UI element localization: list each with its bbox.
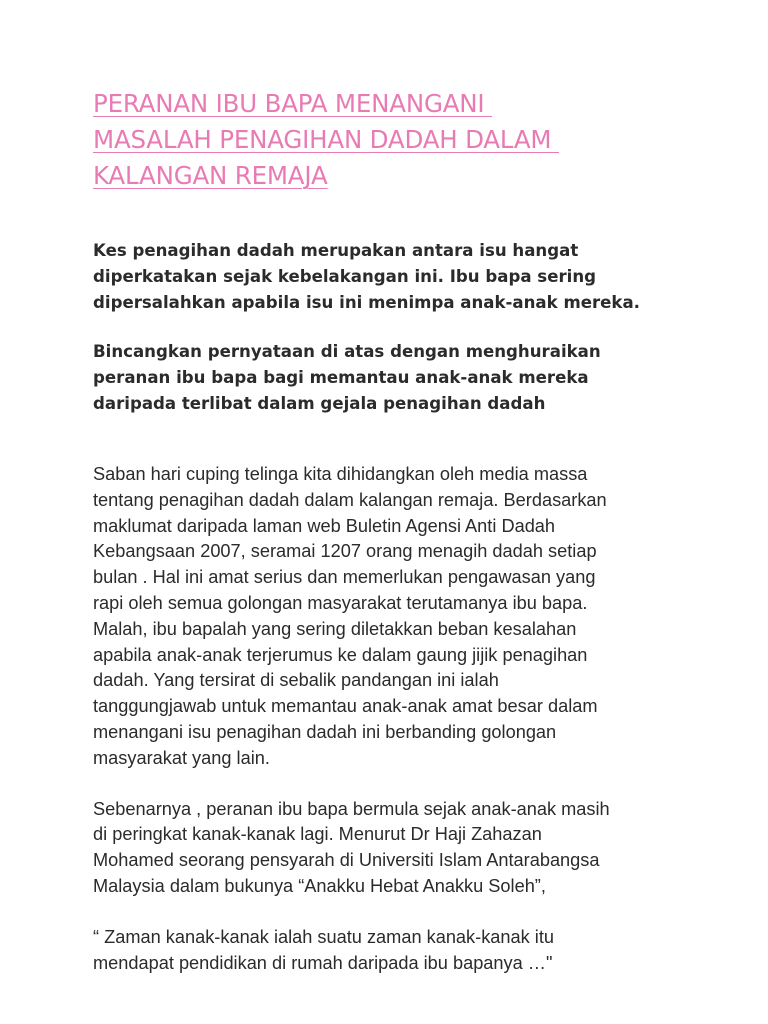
prompt-line: diperkatakan sejak kebelakangan ini. Ibu bapa sering [93,267,597,286]
paragraph-line: maklumat daripada laman web Buletin Agensi Anti Dadah [93,515,556,536]
paragraph-line: Saban hari cuping telinga kita dihidangkan oleh media massa [93,464,588,484]
paragraph-line: tentang penagihan dadah dalam kalangan remaja. Berdasarkan [93,489,607,510]
paragraph-line: tanggungjawab untuk memantau anak-anak amat besar dalam [93,696,598,717]
document-title [93,86,693,194]
quote-line: “ Zaman kanak-kanak ialah suatu zaman kanak-kanak itu [93,926,554,947]
paragraph-line: Kebangsaan 2007, seramai 1207 orang menagih dadah setiap [93,541,597,562]
title-line: PERANAN IBU BAPA MENANGANI [93,89,493,118]
paragraph-line: rapi oleh semua golongan masyarakat terutamanya ibu bapa. [93,592,588,613]
paragraph-line: menangani isu penagihan dadah ini berbanding golongan [93,721,557,742]
paragraph-line: dadah. Yang tersirat di sebalik pandangan ini ialah [93,670,499,691]
paragraph-line: Malaysia dalam bukunya “Anakku Hebat Anakku Soleh”, [93,875,546,896]
essay-prompt-statement [93,238,693,316]
prompt-line: peranan ibu bapa bagi memantau anak-anak mereka [93,368,589,387]
title-line: KALANGAN REMAJA [93,161,328,190]
prompt-line: dipersalahkan apabila isu ini menimpa anak-anak mereka. [93,293,640,312]
paragraph-line: Malah, ibu bapalah yang sering diletakkan beban kesalahan [93,618,577,639]
paragraph-body [93,797,693,900]
paragraph-line: di peringkat kanak-kanak lagi. Menurut Dr Haji Zahazan [93,824,542,845]
prompt-line: daripada terlibat dalam gejala penagihan dadah [93,394,546,413]
paragraph-line: apabila anak-anak terjerumus ke dalam gaung jijik penagihan [93,644,588,665]
paragraph-introduction [93,462,693,772]
title-line: MASALAH PENAGIHAN DADAH DALAM [93,125,559,154]
paragraph-line: Mohamed seorang pensyarah di Universiti Islam Antarabangsa [93,850,600,871]
paragraph-line: masyarakat yang lain. [93,747,270,768]
paragraph-line: bulan . Hal ini amat serius dan memerlukan pengawasan yang [93,567,596,588]
essay-prompt-question [93,339,693,417]
quote-line: mendapat pendidikan di rumah daripada ibu bapanya …" [93,952,553,973]
quotation [93,925,693,977]
prompt-line: Bincangkan pernyataan di atas dengan menghuraikan [93,342,601,361]
prompt-line: Kes penagihan dadah merupakan antara isu hangat [93,241,579,260]
document-page [93,86,693,976]
paragraph-line: Sebenarnya , peranan ibu bapa bermula sejak anak-anak masih [93,798,610,819]
